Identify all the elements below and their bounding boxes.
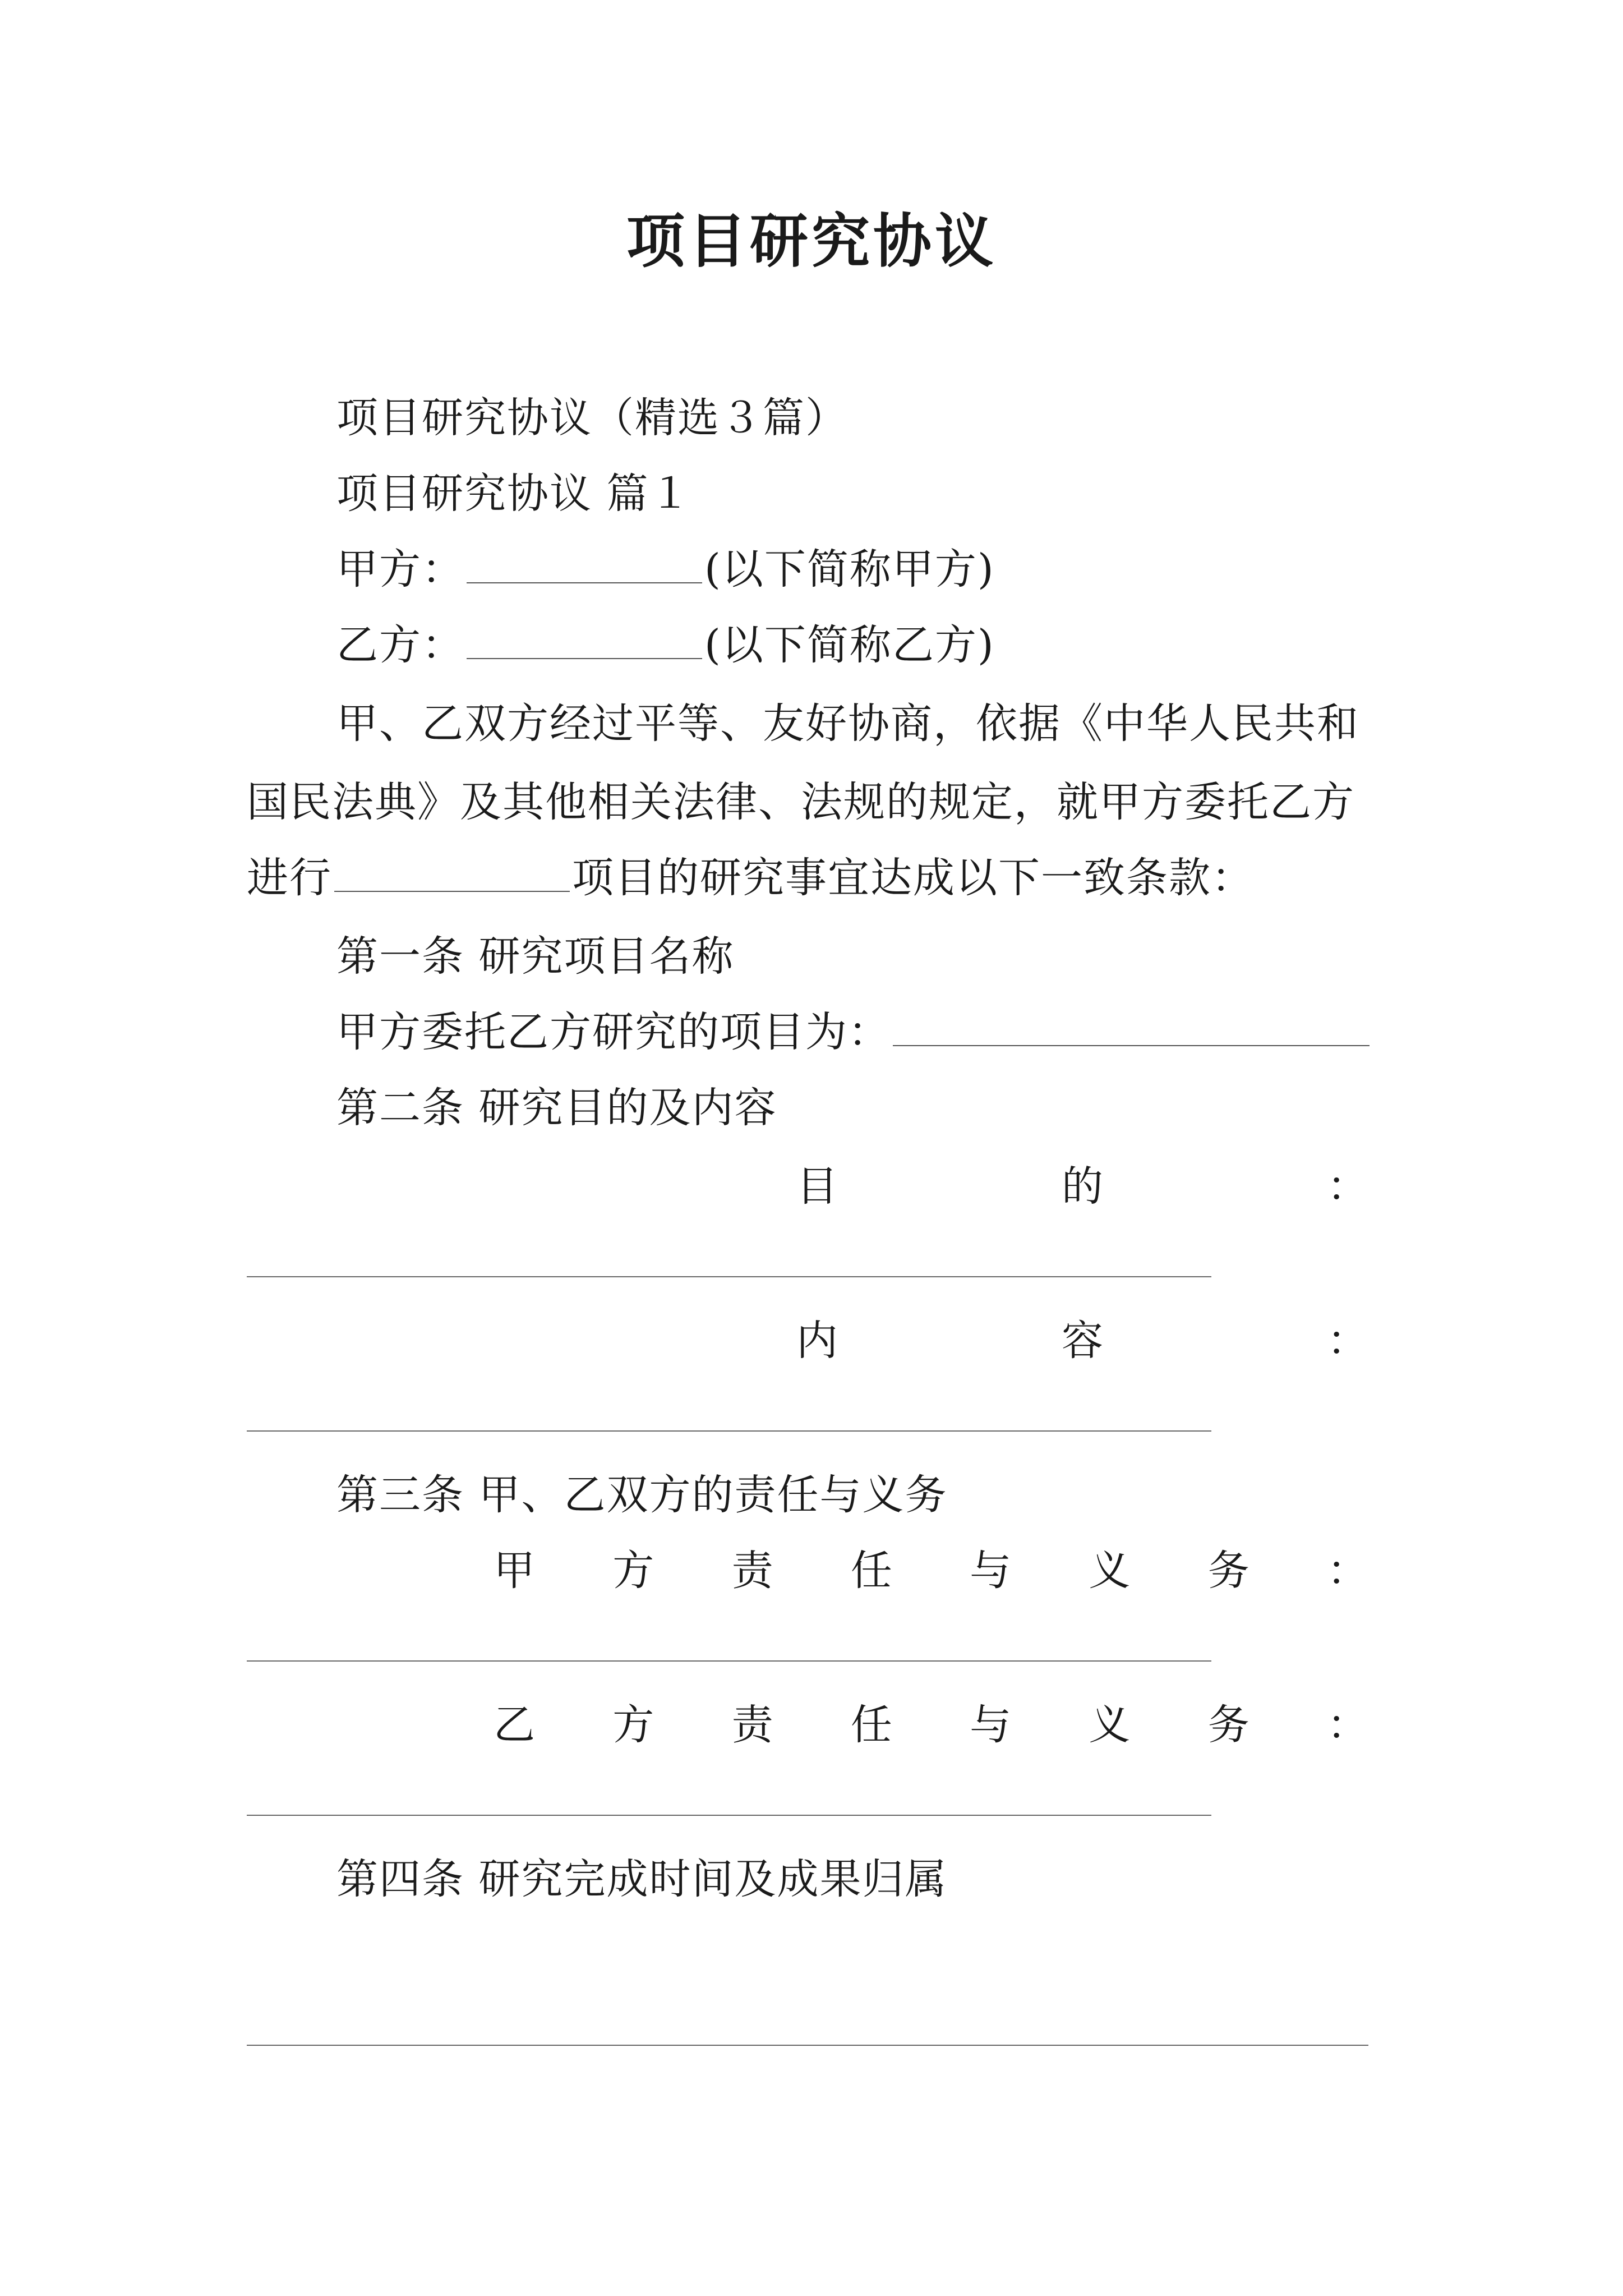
intro-line-3-pre: 进行: [247, 854, 332, 902]
duty-char: 责: [731, 1547, 773, 1595]
article-1-label: 甲方委托乙方研究的项目为：: [336, 1008, 891, 1056]
duty-char: 与: [970, 1547, 1012, 1595]
duty-char: 方: [612, 1701, 654, 1749]
article-1-heading: 第一条 研究项目名称: [336, 932, 735, 981]
subtitle: 项目研究协议（精选３篇）: [336, 394, 848, 442]
article-4-heading: 第四条 研究完成时间及成果归属: [336, 1855, 948, 1903]
article-2-heading: 第二条 研究目的及内容: [336, 1084, 777, 1132]
intro-line-3-post: 项目的研究事宜达成以下一致条款：: [572, 854, 1254, 902]
part-heading: 项目研究协议 篇１: [336, 470, 692, 518]
article-4-blank-line[interactable]: [247, 2045, 1368, 2046]
purpose-blank-line[interactable]: [247, 1276, 1211, 1277]
intro-line-2: 国民法典》及其他相关法律、法规的规定，就甲方委托乙方: [247, 778, 1355, 826]
duty-char: 务: [1207, 1547, 1249, 1595]
duty-char: ：: [1326, 1701, 1368, 1749]
content-char: ：: [1327, 1317, 1368, 1365]
party-a-duties-blank-line[interactable]: [247, 1660, 1211, 1662]
party-a-note: (以下简称甲方): [704, 545, 995, 593]
duty-char: 责: [731, 1701, 773, 1749]
project-blank[interactable]: [334, 852, 570, 892]
article-3-heading: 第三条 甲、乙双方的责任与义务: [336, 1471, 948, 1519]
purpose-char: ：: [1327, 1162, 1368, 1211]
party-b-duties-row: [494, 1697, 1368, 1753]
duty-char: 义: [1089, 1547, 1131, 1595]
duty-char: 务: [1207, 1701, 1249, 1749]
duty-char: 与: [970, 1701, 1012, 1749]
party-a-blank[interactable]: [467, 543, 702, 583]
duty-char: 义: [1089, 1701, 1131, 1749]
content-blank-line[interactable]: [247, 1430, 1211, 1432]
duty-char: 甲: [494, 1547, 535, 1595]
party-b-line: [336, 617, 995, 673]
content-char: 内: [796, 1317, 838, 1365]
purpose-row: [796, 1158, 1368, 1214]
duty-char: 方: [612, 1547, 654, 1595]
party-a-duties-row: [494, 1543, 1368, 1599]
intro-line-1: 甲、乙双方经过平等、友好协商，依据《中华人民共和: [336, 700, 1359, 748]
content-row: [796, 1313, 1368, 1369]
duty-char: 任: [850, 1701, 892, 1749]
content-char: 容: [1062, 1317, 1103, 1365]
project-name-blank[interactable]: [893, 1006, 1370, 1046]
party-b-blank[interactable]: [467, 619, 702, 659]
purpose-char: 目: [796, 1162, 838, 1211]
duty-char: ：: [1326, 1547, 1368, 1595]
party-a-label: 甲方：: [336, 545, 464, 593]
party-a-line: [336, 541, 995, 597]
duty-char: 任: [850, 1547, 892, 1595]
purpose-char: 的: [1062, 1162, 1103, 1211]
party-b-duties-blank-line[interactable]: [247, 1815, 1211, 1816]
duty-char: 乙: [494, 1701, 535, 1749]
intro-line-3: [247, 850, 1254, 906]
party-b-note: (以下简称乙方): [704, 621, 995, 669]
document-title: 项目研究协议: [626, 206, 997, 275]
article-1-text: [336, 1004, 1372, 1060]
party-b-label: 乙方：: [336, 621, 464, 669]
